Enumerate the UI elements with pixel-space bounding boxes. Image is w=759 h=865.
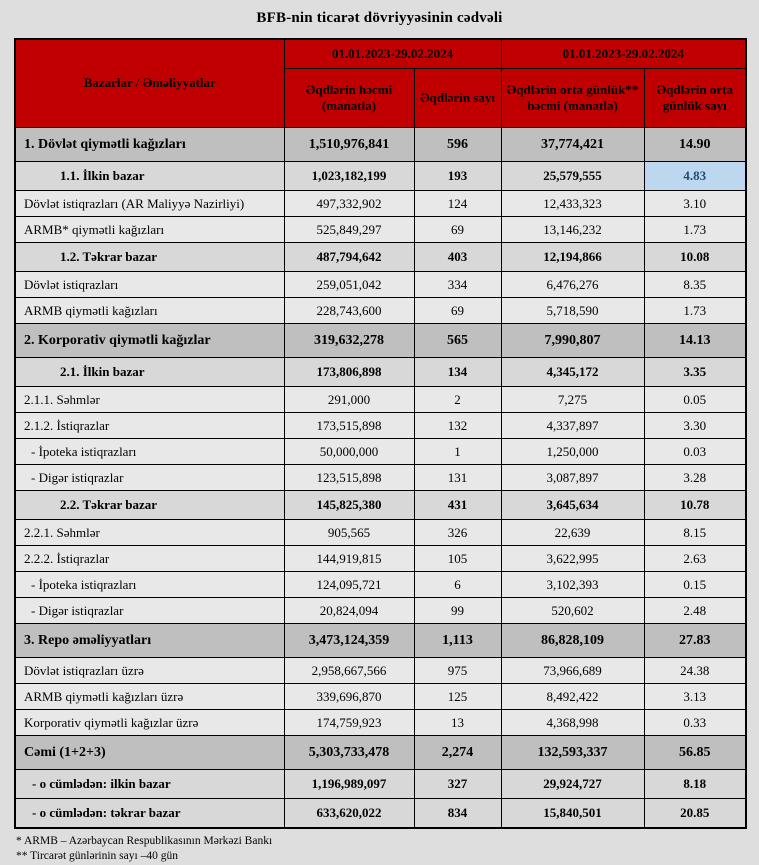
table-row (15, 465, 746, 491)
table-row (15, 658, 746, 684)
row-value: 596 (414, 128, 501, 162)
row-value: 326 (414, 520, 501, 546)
row-value: 5,718,590 (501, 298, 644, 324)
row-value: 7,990,807 (501, 324, 644, 358)
row-value: 132 (414, 413, 501, 439)
row-label: 2.2.1. Səhmlər (15, 520, 284, 546)
row-value: 327 (414, 770, 501, 799)
row-value: 13 (414, 710, 501, 736)
row-value: 69 (414, 298, 501, 324)
row-value: 173,515,898 (284, 413, 414, 439)
row-value: 37,774,421 (501, 128, 644, 162)
table-row (15, 572, 746, 598)
row-value: 228,743,600 (284, 298, 414, 324)
row-value: 20.85 (644, 799, 746, 828)
row-label: 1. Dövlət qiymətli kağızları (15, 128, 284, 162)
row-value: 3,102,393 (501, 572, 644, 598)
row-value: 565 (414, 324, 501, 358)
row-value: 50,000,000 (284, 439, 414, 465)
table-row (15, 162, 746, 191)
row-value: 10.78 (644, 491, 746, 520)
row-value: 15,840,501 (501, 799, 644, 828)
row-value: 2,958,667,566 (284, 658, 414, 684)
row-value: 193 (414, 162, 501, 191)
row-value: 6 (414, 572, 501, 598)
row-label: 2. Korporativ qiymətli kağızlar (15, 324, 284, 358)
row-label: 2.2. Təkrar bazar (15, 491, 284, 520)
row-label: ARMB* qiymətli kağızları (15, 217, 284, 243)
row-label: - İpoteka istiqrazları (15, 572, 284, 598)
row-value: 3,473,124,359 (284, 624, 414, 658)
footnote-trading-days: ** Tircarət günlərinin sayı –40 gün (16, 850, 178, 863)
row-value: 131 (414, 465, 501, 491)
row-value: 3,087,897 (501, 465, 644, 491)
highlighted-cell: 4.83 (644, 162, 746, 191)
row-value: 0.05 (644, 387, 746, 413)
row-value: 334 (414, 272, 501, 298)
row-value: 3.30 (644, 413, 746, 439)
row-value: 99 (414, 598, 501, 624)
table-row (15, 710, 746, 736)
row-label: - o cümlədən: ilkin bazar (15, 770, 284, 799)
row-label: Dövlət istiqrazları üzrə (15, 658, 284, 684)
row-value: 105 (414, 546, 501, 572)
row-value: 291,000 (284, 387, 414, 413)
table-row (15, 624, 746, 658)
row-value: 14.90 (644, 128, 746, 162)
row-value: 4,368,998 (501, 710, 644, 736)
row-value: 6,476,276 (501, 272, 644, 298)
row-value: 3,622,995 (501, 546, 644, 572)
period-header-second: 01.01.2023-29.02.2024 (501, 39, 746, 69)
row-value: 8,492,422 (501, 684, 644, 710)
table-row (15, 387, 746, 413)
row-value: 1,113 (414, 624, 501, 658)
row-value: 1,510,976,841 (284, 128, 414, 162)
column-header-deal-count: Əqdlərin sayı (414, 69, 501, 128)
row-value: 431 (414, 491, 501, 520)
row-value: 123,515,898 (284, 465, 414, 491)
table-row (15, 598, 746, 624)
table-row (15, 684, 746, 710)
row-value: 14.13 (644, 324, 746, 358)
row-value: 487,794,642 (284, 243, 414, 272)
row-value: 5,303,733,478 (284, 736, 414, 770)
table-row (15, 358, 746, 387)
column-header-avg-daily-count: Əqdlərin orta günlük sayı (644, 69, 746, 128)
row-value: 20,824,094 (284, 598, 414, 624)
row-label: ARMB qiymətli kağızları (15, 298, 284, 324)
row-value: 174,759,923 (284, 710, 414, 736)
row-value: 12,194,866 (501, 243, 644, 272)
table-row (15, 243, 746, 272)
table-row (15, 324, 746, 358)
row-value: 3,645,634 (501, 491, 644, 520)
row-value: 86,828,109 (501, 624, 644, 658)
row-value: 124 (414, 191, 501, 217)
page-title: BFB-nin ticarət dövriyyəsinin cədvəli (256, 10, 503, 26)
row-label: 1.1. İlkin bazar (15, 162, 284, 191)
row-value: 56.85 (644, 736, 746, 770)
row-value: 4,337,897 (501, 413, 644, 439)
row-value: 132,593,337 (501, 736, 644, 770)
row-value: 3.28 (644, 465, 746, 491)
row-value: 144,919,815 (284, 546, 414, 572)
row-value: 975 (414, 658, 501, 684)
table-row (15, 520, 746, 546)
row-value: 134 (414, 358, 501, 387)
row-label: - İpoteka istiqrazları (15, 439, 284, 465)
table-body (15, 128, 746, 828)
table-row (15, 413, 746, 439)
row-value: 7,275 (501, 387, 644, 413)
row-label: 2.1. İlkin bazar (15, 358, 284, 387)
column-header-avg-daily-volume: Əqdlərin orta günlük** həcmi (manatla) (501, 69, 644, 128)
row-value: 403 (414, 243, 501, 272)
period-header-row (15, 39, 746, 69)
row-label: Korporativ qiymətli kağızlar üzrə (15, 710, 284, 736)
row-value: 2,274 (414, 736, 501, 770)
row-value: 1,023,182,199 (284, 162, 414, 191)
row-value: 12,433,323 (501, 191, 644, 217)
table-row (15, 491, 746, 520)
row-label: 2.1.1. Səhmlər (15, 387, 284, 413)
row-value: 25,579,555 (501, 162, 644, 191)
row-value: 2.48 (644, 598, 746, 624)
footnotes (16, 834, 759, 865)
row-value: 73,966,689 (501, 658, 644, 684)
row-label: Cəmi (1+2+3) (15, 736, 284, 770)
row-value: 834 (414, 799, 501, 828)
period-header-first: 01.01.2023-29.02.2024 (284, 39, 501, 69)
row-label: - o cümlədən: təkrar bazar (15, 799, 284, 828)
row-value: 29,924,727 (501, 770, 644, 799)
row-label: Dövlət istiqrazları (15, 272, 284, 298)
row-value: 319,632,278 (284, 324, 414, 358)
row-value: 8.15 (644, 520, 746, 546)
trading-turnover-table (14, 38, 747, 829)
table-row (15, 128, 746, 162)
row-value: 4,345,172 (501, 358, 644, 387)
row-value: 1.73 (644, 217, 746, 243)
row-value: 1,250,000 (501, 439, 644, 465)
table-row (15, 546, 746, 572)
table-row (15, 736, 746, 770)
row-label: - Digər istiqrazlar (15, 465, 284, 491)
row-value: 497,332,902 (284, 191, 414, 217)
row-value: 13,146,232 (501, 217, 644, 243)
row-label: 2.1.2. İstiqrazlar (15, 413, 284, 439)
row-value: 124,095,721 (284, 572, 414, 598)
row-value: 69 (414, 217, 501, 243)
column-header-markets-operations: Bazarlar / Əməliyyatlar (15, 39, 284, 128)
row-value: 0.33 (644, 710, 746, 736)
row-label: Dövlət istiqrazları (AR Maliyyə Nazirliyi) (15, 191, 284, 217)
table-header (15, 39, 746, 128)
row-value: 3.10 (644, 191, 746, 217)
row-value: 8.35 (644, 272, 746, 298)
row-label: 2.2.2. İstiqrazlar (15, 546, 284, 572)
row-value: 0.03 (644, 439, 746, 465)
row-value: 22,639 (501, 520, 644, 546)
table-row (15, 298, 746, 324)
table-row (15, 191, 746, 217)
row-value: 145,825,380 (284, 491, 414, 520)
row-value: 125 (414, 684, 501, 710)
row-value: 0.15 (644, 572, 746, 598)
row-value: 339,696,870 (284, 684, 414, 710)
table-row (15, 217, 746, 243)
row-value: 1.73 (644, 298, 746, 324)
table-row (15, 272, 746, 298)
row-value: 633,620,022 (284, 799, 414, 828)
row-label: - Digər istiqrazlar (15, 598, 284, 624)
row-value: 2 (414, 387, 501, 413)
row-label: 1.2. Təkrar bazar (15, 243, 284, 272)
row-value: 10.08 (644, 243, 746, 272)
table-row (15, 439, 746, 465)
row-value: 2.63 (644, 546, 746, 572)
row-value: 24.38 (644, 658, 746, 684)
row-value: 3.35 (644, 358, 746, 387)
table-row (15, 799, 746, 828)
row-value: 3.13 (644, 684, 746, 710)
row-value: 27.83 (644, 624, 746, 658)
footnote-armb-definition: * ARMB – Azərbaycan Respublikasının Mərkəzi Bankı (16, 834, 273, 847)
row-value: 905,565 (284, 520, 414, 546)
row-value: 259,051,042 (284, 272, 414, 298)
row-label: ARMB qiymətli kağızları üzrə (15, 684, 284, 710)
row-label: 3. Repo əməliyyatları (15, 624, 284, 658)
row-value: 520,602 (501, 598, 644, 624)
column-header-deal-volume: Əqdlərin həcmi (manatla) (284, 69, 414, 128)
row-value: 1 (414, 439, 501, 465)
row-value: 1,196,989,097 (284, 770, 414, 799)
row-value: 525,849,297 (284, 217, 414, 243)
table-row (15, 770, 746, 799)
row-value: 173,806,898 (284, 358, 414, 387)
row-value: 8.18 (644, 770, 746, 799)
